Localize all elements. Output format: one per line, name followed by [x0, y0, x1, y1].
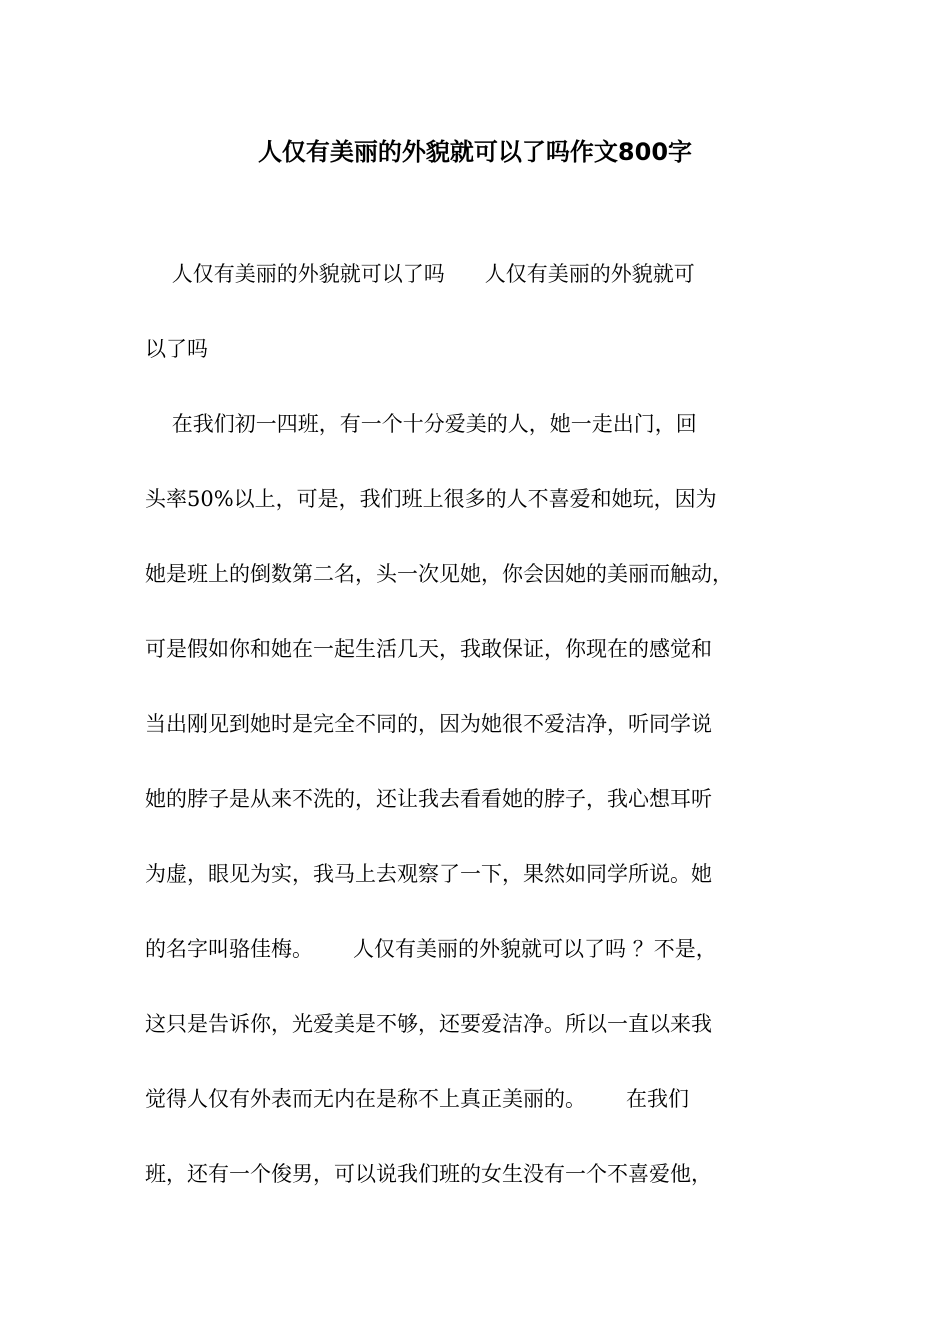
body-line: 可是假如你和她在一起生活几天，我敢保证，你现在的感觉和 [145, 637, 712, 661]
body-line: 她是班上的倒数第二名，头一次见她，你会因她的美丽而触动， [145, 562, 733, 586]
body-line: 这只是告诉你，光爱美是不够，还要爱洁净。所以一直以来我 [145, 1012, 712, 1036]
body-line: 的名字叫骆佳梅。 人仅有美丽的外貌就可以了吗 ？不是， [145, 937, 717, 961]
body-line: 觉得人仅有外表而无内在是称不上真正美丽的。 在我们 [145, 1087, 690, 1111]
body-line: 人仅有美丽的外貌就可以了吗 人仅有美丽的外貌就可 [145, 262, 695, 286]
body-line: 以了吗 [145, 337, 208, 361]
body-line: 在我们初一四班，有一个十分爱美的人，她一走出门，回 [145, 412, 697, 436]
body-line: 头率50%以上，可是，我们班上很多的人不喜爱和她玩，因为 [145, 487, 717, 511]
body-line: 为虚，眼见为实，我马上去观察了一下，果然如同学所说。她 [145, 862, 712, 886]
document-title: 人仅有美丽的外貌就可以了吗作文800字 [257, 138, 693, 166]
body-line: 她的脖子是从来不洗的，还让我去看看她的脖子，我心想耳听 [145, 787, 712, 811]
body-line: 班，还有一个俊男，可以说我们班的女生没有一个不喜爱他， [145, 1162, 712, 1186]
body-line: 当出刚见到她时是完全不同的，因为她很不爱洁净，听同学说 [145, 712, 712, 736]
